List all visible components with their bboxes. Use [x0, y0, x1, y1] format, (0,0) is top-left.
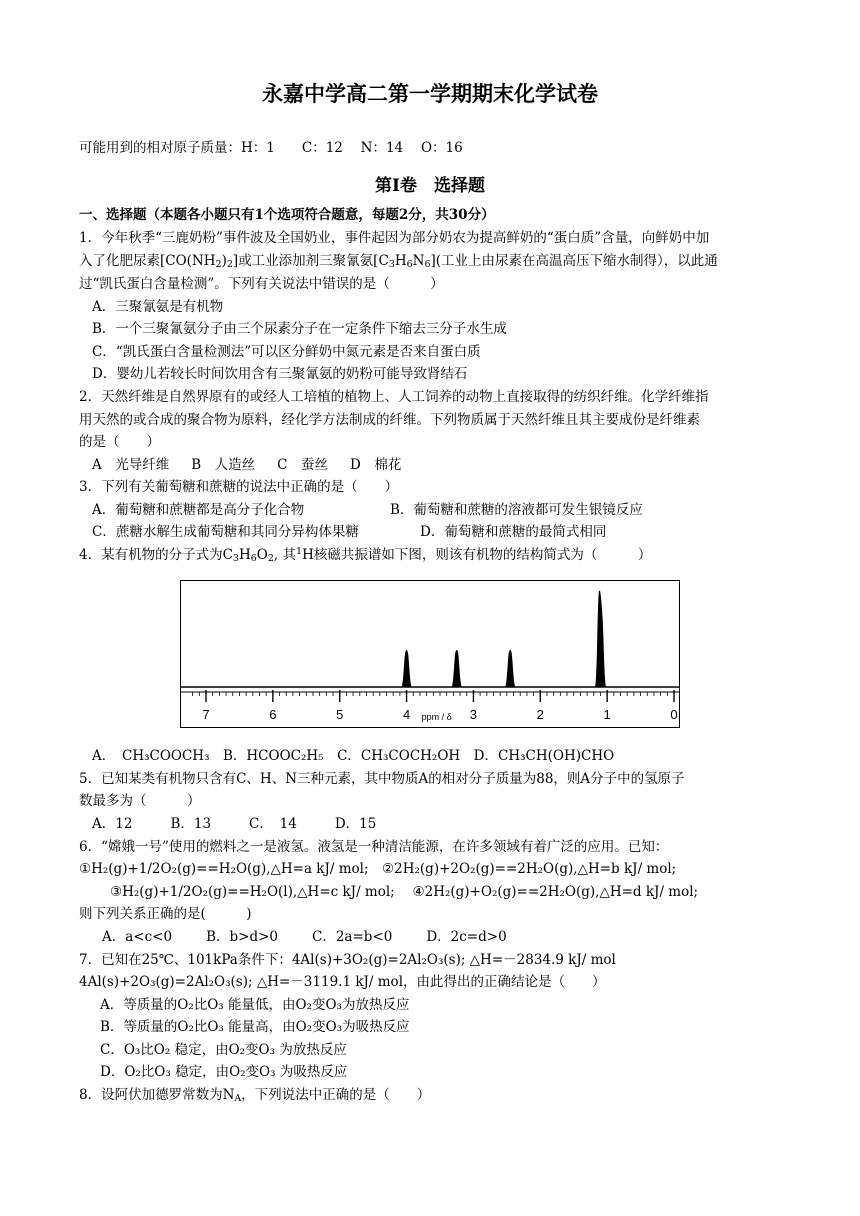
q1-option-d: D．婴幼儿若较长时间饮用含有三聚氰氨的奶粉可能导致肾结石 [92, 366, 468, 382]
q8-stem-a: 8．设阿伏加德罗常数为N [79, 1087, 235, 1103]
q4-stem-c: O [256, 547, 268, 563]
q1-line2e: N [412, 253, 425, 269]
part-heading: 一、选择题（本题各小题只有1个选项符合题意，每题2分，共30分） [79, 207, 495, 223]
q4-answers: A． CH₃COOCH₃ B．HCOOC₂H₅ C．CH₃COCH₂OH D．CH₃CH(OH)CHO [92, 748, 615, 764]
q2-line2: 用天然的或合成的聚合物为原料，经化学方法制成的纤维。下列物质属于天然纤维且其主要成份是纤维素 [79, 412, 700, 428]
q4-stem: 4．某有机物的分子式为$C_3H_6O_2$, 其$^1$H核磁共振谱如下图，则该有机物的结构简式为（ ） [79, 546, 652, 564]
q8-stem [79, 1086, 430, 1104]
q5-line1: 5．已知某类有机物只含有C、H、N三种元素，其中物质A的相对分子质量为88，则A分子中的氢原子 [79, 771, 685, 787]
tick-label-4: 4 [402, 707, 411, 722]
q1-line2b: ) [221, 253, 227, 269]
q5-option-d: D．15 [334, 816, 377, 832]
q6-line4: 则下列关系正确的是( ) [79, 906, 252, 922]
nmr-peak-3 [506, 651, 515, 687]
q2-option-d: D 棉花 [350, 457, 402, 473]
nmr-peak-4 [595, 591, 605, 687]
q2-line1: 2．天然纤维是自然界原有的或经人工培植的植物上、人工饲养的动物上直接取得的纺织纤维。化学纤维指 [79, 389, 709, 405]
q7-line1: 7．已知在25℃、101kPa条件下：4Al(s)+3O₂(g)=2Al₂O₃(s); △H=－2834.9 kJ/ mol [79, 952, 616, 968]
q7-option-b: B．等质量的O₂比O₃ 能量高，由O₂变O₃为吸热反应 [100, 1019, 410, 1035]
q1-line2c: ]或工业添加剂三聚氰氨[C [232, 253, 389, 269]
q5-line2: 数最多为（ ） [79, 793, 201, 809]
q4-stem-d: , 其 [273, 547, 297, 563]
q8-stem-b: A [234, 1093, 242, 1104]
q3-option-c: C．蔗糖水解生成葡萄糖和其同分异构体果糖 [92, 524, 359, 540]
exam-title: 永嘉中学高二第一学期期末化学试卷 [262, 81, 598, 106]
axis-unit-label: ppm / δ [421, 712, 452, 722]
q3-stem: 3．下列有关葡萄糖和蔗糖的说法中正确的是（ ） [79, 479, 399, 495]
q6-option-b: B．b>d>0 [206, 929, 278, 945]
q6-option-d: D．2c=d>0 [426, 929, 507, 945]
q6-option-c: C．2a=b<0 [312, 929, 393, 945]
q2-options [92, 456, 423, 474]
tick-label-1: 1 [603, 707, 611, 722]
tick-label-2: 2 [536, 707, 544, 722]
q1-line1: 1．今年秋季“三鹿奶粉”事件波及全国奶业，事件起因为部分奶农为提高鲜奶的“蛋白质”含量，向鲜奶中加 [79, 230, 710, 246]
q2-option-a: A 光导纤维 [92, 457, 170, 473]
q4-stem-a: 4．某有机物的分子式为C [79, 547, 233, 563]
q1-line2d: H [394, 253, 407, 269]
q2-line3: 的是（ ） [79, 434, 160, 450]
q3-option-a: A．葡萄糖和蔗糖都是高分子化合物 [92, 502, 305, 518]
q4-stem-b: H [238, 547, 251, 563]
q1-line2: 入了化肥尿素$[CO(NH_2)_2]$或工业添加剂三聚氰氨$[C_3H_6N_6]$(工业上由尿素在高温高压下缩水制得），以此通 [79, 253, 718, 270]
q1-line2f: ](工业上由尿素在高温高压下缩水制得），以此通 [430, 253, 718, 269]
atomic-masses: 可能用到的相对原子质量：H：1 C：12 N：14 O：16 [79, 140, 463, 156]
q5-options [92, 815, 398, 833]
tick-label-3: 3 [469, 707, 478, 722]
q6-option-a: A．a<c<0 [102, 929, 173, 945]
nmr-peak-2 [452, 651, 461, 687]
tick-label-0: 0 [670, 707, 678, 722]
q6-line1: 6．“嫦娥一号”使用的燃料之一是液氢。液氢是一种清洁能源，在许多领域有着广泛的应用。已知： [79, 839, 669, 855]
q2-option-b: B 人造丝 [191, 457, 256, 473]
nmr-spectrum-chart [180, 580, 680, 730]
q4-stem-e: H核磁共振谱如下图，则该有机物的结构简式为（ ） [302, 547, 652, 563]
nmr-peak-1 [402, 651, 411, 687]
q7-option-a: A．等质量的O₂比O₃ 能量低，由O₂变O₃为放热反应 [100, 997, 410, 1013]
q5-option-b: B．13 [170, 816, 212, 832]
q6-eq2: ③H₂(g)+1/2O₂(g)==H₂O(l),△H=c kJ/ mol; ④2H₂(g)+O₂(g)==2H₂O(g),△H=d kJ/ mol; [110, 884, 699, 900]
q7-option-d: D．O₂比O₃ 稳定，由O₂变O₃ 为吸热反应 [100, 1064, 348, 1080]
q1-line3: 过“凯氏蛋白含量检测”。下列有关说法中错误的是（ ） [79, 276, 444, 292]
q6-eq1: ①H₂(g)+1/2O₂(g)==H₂O(g),△H=a kJ/ mol; ②2H₂(g)+2O₂(g)==2H₂O(g),△H=b kJ/ mol; [79, 861, 677, 877]
q1-line2a: 入了化肥尿素[CO(NH [79, 253, 216, 269]
q1-option-c: C．“凯氏蛋白含量检测法”可以区分鲜奶中氮元素是否来自蛋白质 [92, 344, 481, 360]
q3-option-b: B．葡萄糖和蔗糖的溶液都可发生银镜反应 [390, 502, 643, 518]
tick-label-6: 6 [269, 707, 277, 722]
q5-option-c: C． 14 [249, 816, 297, 832]
q7-line2: 4Al(s)+2O₃(g)=2Al₂O₃(s); △H=－3119.1 kJ/ mol，由此得出的正确结论是（ ） [79, 974, 606, 990]
q1-option-b: B．一个三聚氰氨分子由三个尿素分子在一定条件下缩去三分子水生成 [92, 321, 507, 337]
q8-stem-c: ，下列说法中正确的是（ ） [241, 1087, 431, 1103]
tick-label-7: 7 [202, 707, 210, 722]
q5-option-a: A．12 [92, 816, 133, 832]
q1-option-a: A．三聚氰氨是有机物 [92, 299, 224, 315]
q6-options [102, 928, 529, 946]
chart-frame [181, 581, 680, 728]
section-title: 第Ⅰ卷 选择题 [375, 176, 485, 196]
q3-option-d: D．葡萄糖和蔗糖的最简式相同 [420, 524, 607, 540]
q7-option-c: C．O₃比O₂ 稳定，由O₂变O₃ 为放热反应 [100, 1042, 347, 1058]
q2-option-c: C 蚕丝 [277, 457, 329, 473]
tick-label-5: 5 [336, 707, 344, 722]
